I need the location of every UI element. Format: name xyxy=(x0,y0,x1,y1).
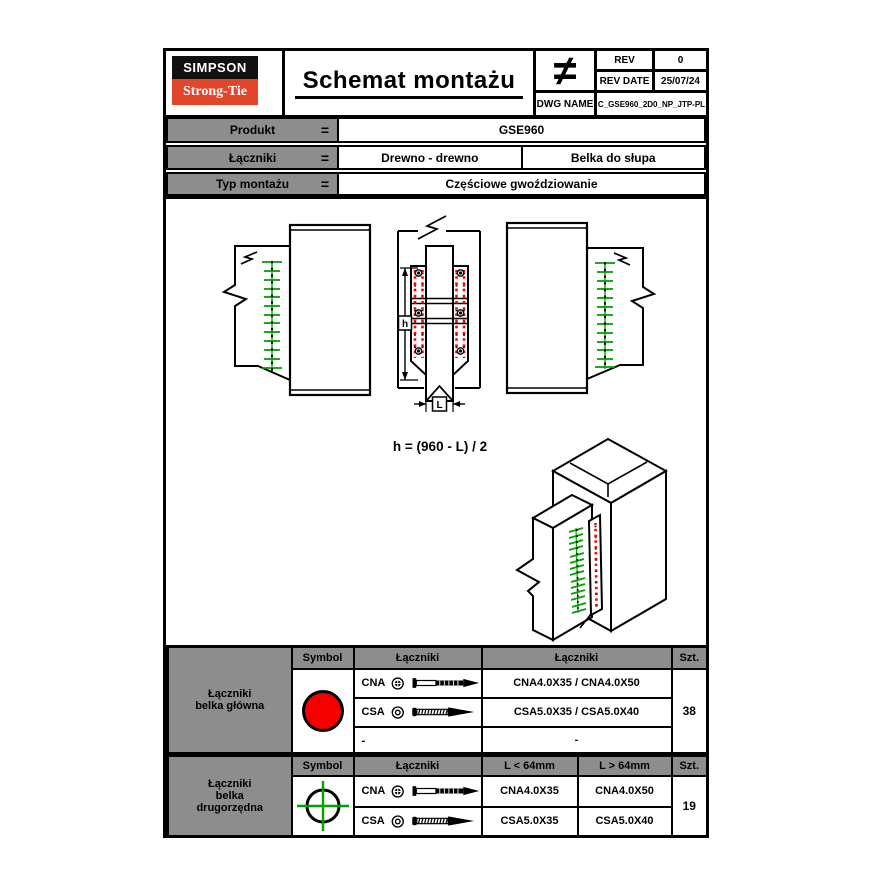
main-header-fasteners2: Łączniki xyxy=(482,647,672,669)
typ-montazu-value: Częściowe gwoździowanie xyxy=(445,177,598,191)
equals-sign: = xyxy=(320,176,329,192)
secondary-beam-fastener-table xyxy=(166,754,709,838)
logo-cell xyxy=(166,51,285,115)
csa-head-icon xyxy=(391,813,405,830)
secondary-row-cna-icon-cell xyxy=(354,776,482,807)
main-row-dash-name: - xyxy=(482,727,672,754)
red-circle-symbol xyxy=(302,690,344,732)
secondary-header-symbol: Symbol xyxy=(292,756,354,776)
secondary-csa-l-long: CSA5.0X40 xyxy=(578,807,672,837)
info-row-produkt xyxy=(166,117,706,143)
csa-screw-icon xyxy=(410,704,480,720)
produkt-value: GSE960 xyxy=(498,123,545,137)
rev-date-value: 25/07/24 xyxy=(655,72,706,93)
main-table-label-line2: belka główna xyxy=(195,700,265,712)
fastener-code: CNA xyxy=(361,677,386,689)
rev-date-label: REV DATE xyxy=(597,72,655,93)
info-row-laczniki xyxy=(166,145,706,170)
secondary-header-l-long: L > 64mm xyxy=(578,756,672,776)
fastener-code: - xyxy=(361,734,366,747)
page-title: Schemat montażu xyxy=(295,67,524,99)
isometric-view xyxy=(517,439,666,640)
height-formula: h = (960 - L) / 2 xyxy=(392,439,488,454)
left-elevation-view xyxy=(224,225,370,395)
middle-section-view xyxy=(398,216,480,401)
main-header-symbol: Symbol xyxy=(292,647,354,669)
dim-l-label: L xyxy=(436,400,443,411)
secondary-table-label-line3: drugorzędna xyxy=(196,802,264,814)
csa-screw-icon xyxy=(410,813,480,829)
isometric-nail-holes xyxy=(596,523,597,607)
main-qty-cell: 38 xyxy=(672,669,708,754)
cna-head-icon xyxy=(391,783,404,800)
equals-sign: = xyxy=(320,149,329,166)
secondary-table-row-label-cell xyxy=(168,756,292,837)
produkt-label-cell xyxy=(168,119,339,141)
main-row-csa-icon-cell xyxy=(354,698,482,727)
main-table-label-line1: Łączniki xyxy=(208,688,252,700)
secondary-header-fasteners: Łączniki xyxy=(354,756,482,776)
laczniki-label-cell xyxy=(168,147,339,168)
secondary-row-csa-icon-cell xyxy=(354,807,482,837)
main-header-fasteners: Łączniki xyxy=(354,647,482,669)
strongtie-logo: Strong-Tie xyxy=(172,79,258,105)
cna-nail-icon xyxy=(411,675,481,691)
csa-head-icon xyxy=(391,704,405,721)
secondary-table-label-line2: belka xyxy=(215,790,244,802)
main-symbol-cell xyxy=(292,669,354,754)
cna-head-icon xyxy=(391,675,404,692)
secondary-table-label-line1: Łączniki xyxy=(208,778,252,790)
secondary-qty-cell: 19 xyxy=(672,776,708,837)
main-header-qty: Szt. xyxy=(672,647,708,669)
main-row-dash-icon-cell xyxy=(354,727,482,754)
main-row-csa-name: CSA5.0X35 / CSA5.0X40 xyxy=(482,698,672,727)
crosshair-symbol xyxy=(294,779,352,833)
rev-value: 0 xyxy=(655,51,706,72)
dwg-name-value: C_GSE960_2D0_NP_JTP-PL xyxy=(597,99,706,109)
rev-label: REV xyxy=(597,51,655,72)
dwg-name-label: DWG NAME xyxy=(536,93,597,115)
main-beam-fastener-table xyxy=(166,645,709,755)
drawing-sheet xyxy=(163,48,709,838)
secondary-header-l-short: L < 64mm xyxy=(482,756,578,776)
laczniki-value-1: Drewno - drewno xyxy=(381,150,479,165)
right-elevation-view xyxy=(507,223,654,393)
typ-montazu-label: Typ montażu xyxy=(215,177,290,191)
secondary-header-qty: Szt. xyxy=(672,756,708,776)
equals-sign: = xyxy=(320,122,329,138)
dim-h-label: h xyxy=(401,319,409,330)
cna-nail-icon xyxy=(411,783,481,799)
laczniki-label: Łączniki xyxy=(228,150,277,165)
secondary-cna-l-long: CNA4.0X50 xyxy=(578,776,672,807)
fastener-code: CSA xyxy=(361,706,385,718)
main-row-cna-icon-cell xyxy=(354,669,482,698)
fastener-code: CNA xyxy=(361,785,386,797)
simpson-logo: SIMPSON xyxy=(172,56,258,79)
produkt-label: Produkt xyxy=(229,123,276,137)
assembly-drawing xyxy=(166,199,706,645)
projection-symbol-icon: ≠ xyxy=(536,51,597,93)
info-row-typ-montazu xyxy=(166,172,706,196)
main-table-row-label-cell xyxy=(168,647,292,754)
laczniki-value-2: Belka do słupa xyxy=(521,147,705,168)
fastener-code: CSA xyxy=(361,815,385,828)
secondary-symbol-cell xyxy=(292,776,354,837)
technical-drawing-area xyxy=(166,196,706,645)
main-row-cna-name: CNA4.0X35 / CNA4.0X50 xyxy=(482,669,672,698)
title-cell xyxy=(285,51,536,115)
secondary-cna-l-short: CNA4.0X35 xyxy=(482,776,578,807)
title-block xyxy=(166,46,706,118)
typ-montazu-label-cell xyxy=(168,174,339,194)
secondary-csa-l-short: CSA5.0X35 xyxy=(482,807,578,837)
